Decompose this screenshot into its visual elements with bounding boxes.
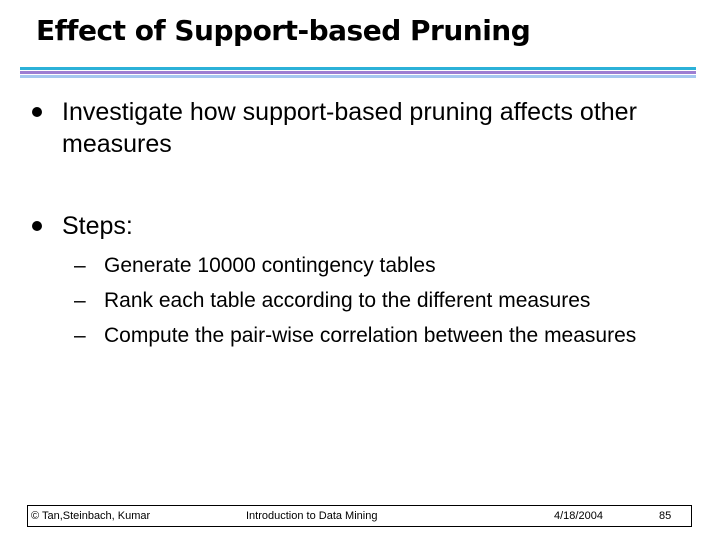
title-rule-bottom: [20, 75, 696, 78]
footer-page-number: 85: [659, 510, 672, 522]
sub-bullet-text: Compute the pair-wise correlation between the measures: [104, 324, 637, 347]
footer-copyright: © Tan,Steinbach, Kumar: [31, 510, 151, 522]
sub-bullet-text: Rank each table according to the different measures: [104, 289, 591, 312]
sub-bullet-text: Generate 10000 contingency tables: [104, 254, 436, 277]
bullet-text: Steps:: [62, 212, 133, 240]
sub-bullet-list: [74, 252, 684, 357]
sub-bullet-item: [74, 252, 684, 280]
slide-footer: [27, 505, 692, 527]
footer-date: 4/18/2004: [554, 510, 603, 522]
bullet-item: [32, 96, 672, 160]
sub-bullet-item: [74, 322, 684, 350]
bullet-item: [32, 210, 672, 242]
bullet-dot-icon: [32, 107, 42, 117]
sub-bullet-item: [74, 287, 684, 315]
bullet-dot-icon: [32, 221, 42, 231]
title-rule-top: [20, 67, 696, 70]
dash-icon: –: [74, 289, 86, 312]
title-rule-middle: [20, 71, 696, 74]
dash-icon: –: [74, 324, 86, 347]
footer-course: Introduction to Data Mining: [246, 510, 378, 522]
bullet-text: Investigate how support-based pruning affects other measures: [62, 98, 637, 158]
slide-title: Effect of Support-based Pruning: [36, 14, 531, 47]
dash-icon: –: [74, 254, 86, 277]
